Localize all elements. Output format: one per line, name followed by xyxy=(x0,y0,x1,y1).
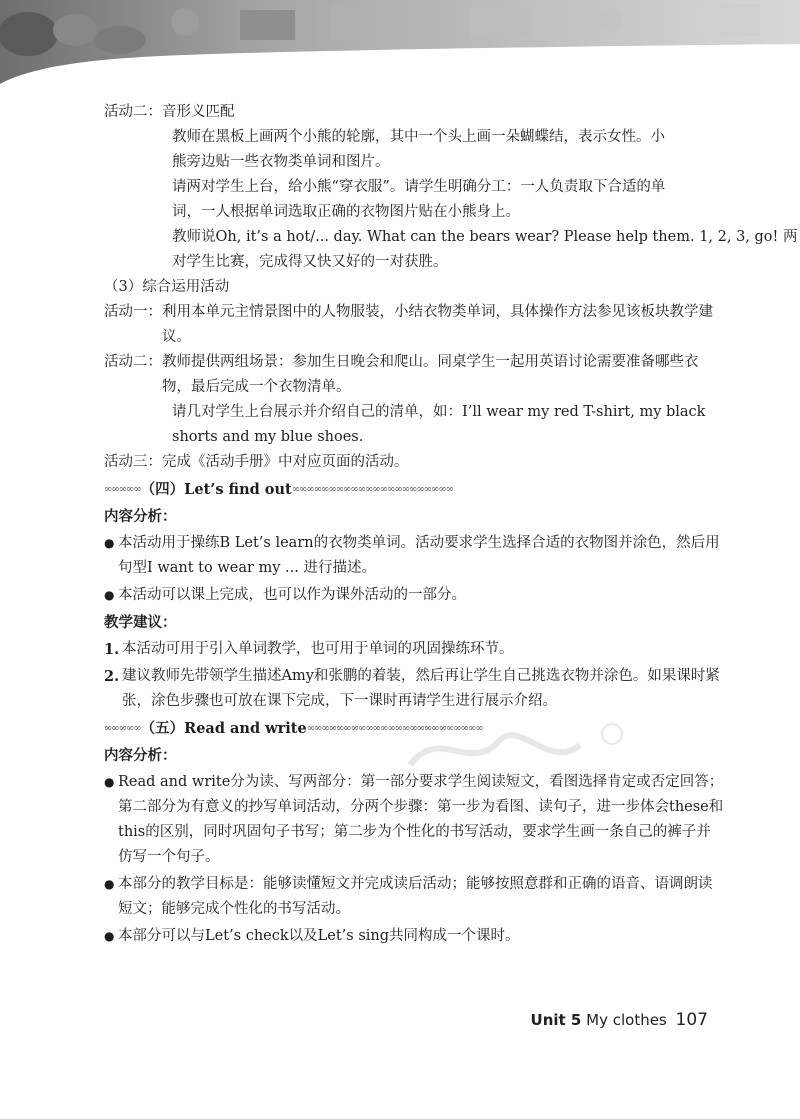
item-number: 1. xyxy=(104,641,120,658)
footer-title: My clothes xyxy=(586,1011,667,1029)
list-item-text: Read and write分为读、写两部分：第一部分要求学生阅读短文，看图选择肯定或否定回答；第二部分为有意义的抄写单词活动，分两个步骤：第一步为看图、读句子，进一步体会these和this的区别，同时巩固句子书写；第二步为个性化的书写活动，要求学生画一条自己的裤子并仿写一个句子。 xyxy=(118,774,724,865)
heading-ornament: ∞∞∞∞∞ xyxy=(104,723,141,734)
bullet-icon: ● xyxy=(104,588,115,602)
paragraph-line: 对学生比赛，完成得又快又好的一对获胜。 xyxy=(172,254,448,270)
section3-title: （3）综合运用活动 xyxy=(104,279,230,295)
section4-analysis-heading: 内容分析： xyxy=(104,508,177,525)
list-item-text: 本活动用于操练B Let’s learn的衣物类单词。活动要求学生选择合适的衣物图并涂色，然后用句型I want to wear my ... 进行描述。 xyxy=(118,535,720,576)
bullet-icon: ● xyxy=(104,536,115,550)
bullet-icon: ● xyxy=(104,929,115,943)
paragraph-line: 教师在黑板上画两个小熊的轮廓，其中一个头上画一朵蝴蝶结，表示女性。小 xyxy=(172,129,665,145)
item-number: 2. xyxy=(104,668,120,685)
section4-heading xyxy=(104,477,724,502)
heading-ornament: ∞∞∞∞∞ xyxy=(104,484,141,495)
section5-title: （五）Read and write xyxy=(140,720,307,737)
section4-title: （四）Let’s find out xyxy=(140,481,292,498)
footer-unit: Unit 5 xyxy=(530,1011,582,1029)
numbered-item-text: 建议教师先带领学生描述Amy和张鹏的着装，然后再让学生自己挑选衣物并涂色。如果课时紧张，涂色步骤也可放在课下完成，下一课时再请学生进行展示介绍。 xyxy=(122,668,720,709)
page-content xyxy=(104,100,798,949)
heading-ornament: ∞∞∞∞∞∞∞∞∞∞∞∞∞∞∞∞∞∞∞∞∞∞ xyxy=(291,484,453,495)
section3-activity3: 活动三：完成《活动手册》中对应页面的活动。 xyxy=(104,454,409,470)
paragraph-line: 请几对学生上台展示并介绍自己的清单，如：I’ll wear my red T-shirt, my black xyxy=(172,404,706,420)
list-item xyxy=(104,770,724,870)
list-item xyxy=(104,583,724,608)
section4-suggestion-heading: 教学建议： xyxy=(104,614,177,631)
paragraph-line: 请两对学生上台，给小熊“穿衣服”。请学生明确分工：一人负责取下合适的单 xyxy=(172,179,666,195)
list-item xyxy=(104,531,724,581)
list-item xyxy=(104,924,724,949)
list-item-text: 本部分可以与Let’s check以及Let’s sing共同构成一个课时。 xyxy=(118,928,520,944)
activity-text: 教师提供两组场景：参加生日晚会和爬山。同桌学生一起用英语讨论需要准备哪些衣物，最后完成一个衣物清单。 xyxy=(162,354,699,395)
watermark-logo xyxy=(400,720,630,780)
paragraph-line: 词，一人根据单词选取正确的衣物图片贴在小熊身上。 xyxy=(172,204,520,220)
activity-label: 活动二： xyxy=(104,354,162,370)
paragraph-line: 熊旁边贴一些衣物类单词和图片。 xyxy=(172,154,390,170)
list-item-text: 本活动可以课上完成，也可以作为课外活动的一部分。 xyxy=(118,587,466,603)
list-item-text: 本部分的教学目标是：能够读懂短文并完成读后活动；能够按照意群和正确的语音、语调朗读短文；能够完成个性化的书写活动。 xyxy=(118,876,713,917)
activity-label: 活动一： xyxy=(104,304,162,320)
numbered-item xyxy=(104,664,724,714)
page-number: 107 xyxy=(675,1010,708,1030)
bullet-icon: ● xyxy=(104,877,115,891)
section5-analysis-heading: 内容分析： xyxy=(104,747,177,764)
activity2-title: 活动二：音形义匹配 xyxy=(104,104,235,120)
list-item xyxy=(104,872,724,922)
section3-activity1 xyxy=(104,300,724,350)
decorative-header-banner xyxy=(0,0,800,84)
paragraph-line: shorts and my blue shoes. xyxy=(172,429,364,445)
page-footer xyxy=(531,1010,708,1030)
activity-text: 利用本单元主情景图中的人物服装，小结衣物类单词，具体操作方法参见该板块教学建议。 xyxy=(162,304,713,345)
bullet-icon: ● xyxy=(104,775,115,789)
banner-illustration xyxy=(0,0,800,84)
numbered-item-text: 本活动可用于引入单词教学，也可用于单词的巩固操练环节。 xyxy=(122,641,514,657)
paragraph-line: 教师说Oh, it’s a hot/... day. What can the bears wear? Please help them. 1, 2, 3, go! 两 xyxy=(172,229,798,245)
section3-activity2 xyxy=(104,350,724,400)
heading-ornament: ∞∞∞∞∞∞∞∞∞∞∞∞∞∞∞∞∞∞∞∞∞∞∞∞ xyxy=(306,723,483,734)
numbered-item xyxy=(104,637,724,662)
